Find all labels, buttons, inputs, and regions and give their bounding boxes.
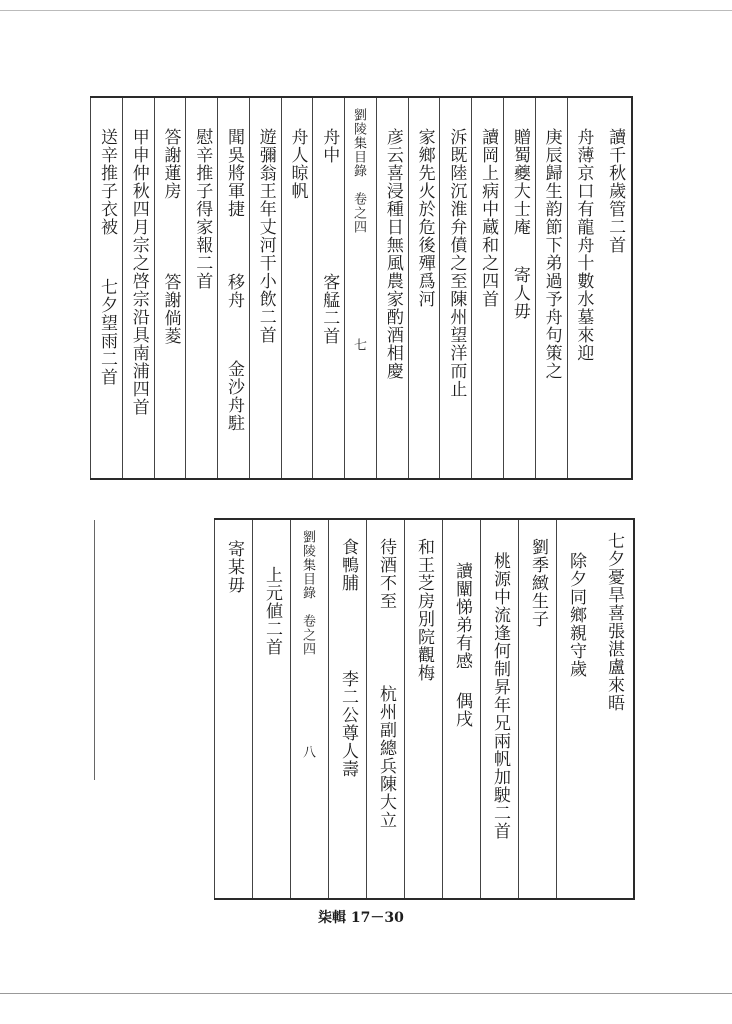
top-column bbox=[185, 98, 218, 478]
top-column-text: 舟中 bbox=[319, 128, 340, 164]
bottom-column-text: 食鴨脯 bbox=[338, 538, 358, 592]
top-column-text: 家鄉先火於危後殫爲河 bbox=[414, 128, 435, 308]
top-column bbox=[471, 98, 504, 478]
top-column bbox=[408, 98, 441, 478]
top-column-text: 七夕望雨二首 bbox=[96, 278, 117, 386]
top-column bbox=[567, 98, 600, 478]
bottom-column bbox=[214, 520, 253, 898]
top-column-text: 讀岡上病中蔵和之四首 bbox=[478, 128, 499, 308]
top-column bbox=[122, 98, 155, 478]
bottom-column-text: 寄某毋 bbox=[224, 540, 244, 594]
top-column bbox=[217, 98, 250, 478]
bottom-text-block bbox=[214, 518, 635, 900]
top-column-text: 讀千秋歲管二首 bbox=[605, 128, 626, 254]
bottom-column-text: 劉陵集目錄 卷之四 bbox=[300, 530, 315, 656]
bottom-column bbox=[556, 520, 595, 898]
top-column bbox=[281, 98, 314, 478]
top-column bbox=[90, 98, 123, 478]
top-column bbox=[312, 98, 345, 478]
bottom-column-text: 讀闡悌弟有感 bbox=[452, 562, 472, 670]
top-column-text: 彦云喜浸種日無風農家酌酒相慶 bbox=[382, 128, 403, 380]
top-column-text: 答謝蓮房 bbox=[160, 128, 181, 200]
bottom-column-text: 除夕同鄉親守歲 bbox=[566, 552, 586, 678]
left-margin-mark bbox=[94, 520, 95, 780]
top-scan-edge bbox=[0, 10, 732, 11]
bottom-column bbox=[290, 520, 329, 898]
top-column-text: 贈蜀夔大士庵 bbox=[509, 128, 530, 236]
bottom-column-text: 偶戌 bbox=[452, 692, 472, 728]
top-column-text: 甲申仲秋四月宗之啓宗沿具南浦四首 bbox=[128, 128, 149, 416]
top-column-text: 慰辛推子得家報二首 bbox=[192, 128, 213, 290]
bottom-column-text: 和王芝房別院觀梅 bbox=[414, 538, 434, 682]
bottom-column-text: 待酒不至 bbox=[376, 538, 396, 610]
bottom-column bbox=[366, 520, 405, 898]
top-column-text: 舟薄京口有龍舟十數水墓來迎 bbox=[573, 128, 594, 362]
page-footer: 柒輯 17－30 bbox=[318, 910, 404, 926]
top-column-text: 遊彌翁王年丈河干小飲二首 bbox=[255, 128, 276, 344]
bottom-column-text: 杭州副總兵陳大立 bbox=[376, 685, 396, 829]
top-column bbox=[344, 98, 377, 478]
top-column-text: 送辛推子衣被 bbox=[96, 128, 117, 236]
top-column-text: 聞吳將軍捷 bbox=[224, 128, 245, 218]
top-column bbox=[439, 98, 472, 478]
bottom-column bbox=[328, 520, 367, 898]
bottom-column bbox=[595, 520, 633, 898]
bottom-column bbox=[252, 520, 291, 898]
top-column-text: 舟人晾帆 bbox=[287, 128, 308, 200]
top-column bbox=[376, 98, 409, 478]
bottom-column bbox=[404, 520, 443, 898]
bottom-column-text: 七夕憂旱喜張湛盧來晤 bbox=[604, 532, 624, 712]
top-column-text: 七 bbox=[351, 338, 367, 352]
top-column-text: 泝既陸沉淮弁僨之至陳州望洋而止 bbox=[446, 128, 467, 398]
top-column bbox=[599, 98, 631, 478]
top-column-text: 客艋二首 bbox=[319, 273, 340, 345]
top-column bbox=[503, 98, 536, 478]
top-column-text: 寄人毋 bbox=[509, 266, 530, 320]
top-column-text: 劉陵集目錄 卷之四 bbox=[351, 108, 367, 234]
top-column-text: 移舟 bbox=[224, 273, 245, 309]
bottom-column-text: 八 bbox=[300, 745, 315, 759]
top-column bbox=[249, 98, 282, 478]
bottom-column-text: 桃源中流逢何制昇年兄兩帆加駛二首 bbox=[490, 552, 510, 840]
top-column-text: 金沙舟駐 bbox=[224, 360, 245, 432]
top-column-text: 庚辰歸生韵節下弟過予舟句策之 bbox=[541, 128, 562, 380]
bottom-column-text: 劉季緻生子 bbox=[528, 538, 548, 628]
top-text-block bbox=[90, 96, 633, 480]
bottom-column-text: 上元値二首 bbox=[262, 566, 282, 656]
bottom-column bbox=[442, 520, 481, 898]
bottom-column bbox=[518, 520, 557, 898]
top-column bbox=[535, 98, 568, 478]
top-column bbox=[154, 98, 187, 478]
bottom-scan-edge bbox=[0, 993, 732, 994]
bottom-column bbox=[480, 520, 519, 898]
top-column-text: 答謝倘菱 bbox=[160, 273, 181, 345]
bottom-column-text: 李二公尊人壽 bbox=[338, 670, 358, 778]
